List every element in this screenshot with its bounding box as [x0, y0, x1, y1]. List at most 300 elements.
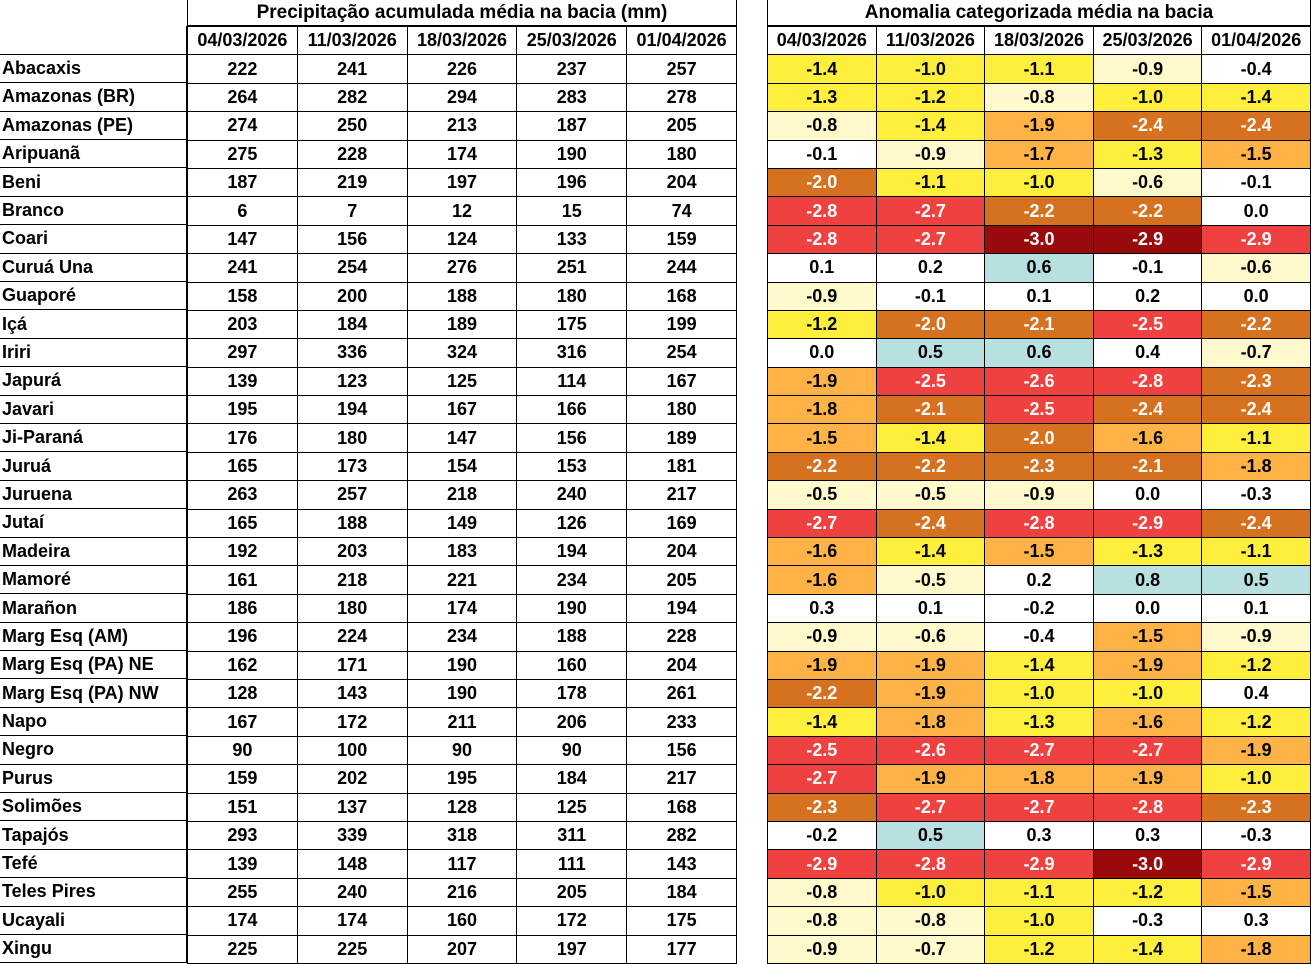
- anomaly-value: -1.1: [1202, 424, 1311, 452]
- anomaly-value: -1.0: [985, 907, 1094, 935]
- anomaly-value: -2.3: [1202, 367, 1311, 395]
- anomaly-value: -1.0: [876, 878, 985, 906]
- basin-name: Mamoré: [0, 565, 187, 593]
- anomaly-value: -1.4: [876, 112, 985, 140]
- anomaly-value: -1.1: [1202, 538, 1311, 566]
- precip-value: 169: [627, 509, 737, 537]
- precip-value: 176: [188, 424, 298, 452]
- precip-value: 222: [188, 55, 298, 83]
- precip-value: 7: [297, 197, 407, 225]
- precip-value: 261: [627, 679, 737, 707]
- basin-name: Marg Esq (AM): [0, 622, 187, 650]
- precip-value: 165: [188, 452, 298, 480]
- precip-value: 180: [297, 424, 407, 452]
- precip-value: 181: [627, 452, 737, 480]
- precip-value: 241: [188, 254, 298, 282]
- table-row: [0, 707, 187, 735]
- basin-name: Amazonas (BR): [0, 83, 187, 111]
- table-row: [768, 651, 1311, 679]
- table-row: [768, 83, 1311, 111]
- anomaly-value: -0.9: [876, 140, 985, 168]
- precip-value: 165: [188, 509, 298, 537]
- precip-value: 175: [627, 907, 737, 935]
- table-row: [0, 565, 187, 593]
- precip-value: 213: [407, 112, 517, 140]
- anomaly-value: 0.6: [985, 339, 1094, 367]
- precip-value: 195: [407, 765, 517, 793]
- precip-value: 339: [297, 821, 407, 849]
- anomaly-value: -0.3: [1093, 907, 1202, 935]
- precip-value: 188: [517, 623, 627, 651]
- anomaly-value: -1.3: [1093, 538, 1202, 566]
- table-row: [0, 225, 187, 253]
- basin-name: Coari: [0, 225, 187, 253]
- basin-name: Madeira: [0, 537, 187, 565]
- anomaly-value: -1.0: [1093, 679, 1202, 707]
- anomaly-value: -1.5: [985, 538, 1094, 566]
- anomaly-value: -3.0: [985, 225, 1094, 253]
- anomaly-value: 0.2: [876, 254, 985, 282]
- precip-value: 336: [297, 339, 407, 367]
- basin-name: Curuá Una: [0, 253, 187, 281]
- precip-value: 166: [517, 396, 627, 424]
- precip-value: 90: [407, 736, 517, 764]
- basin-name: Içá: [0, 310, 187, 338]
- precip-value: 217: [627, 765, 737, 793]
- precip-value: 186: [188, 594, 298, 622]
- table-row: [768, 566, 1311, 594]
- precip-value: 189: [627, 424, 737, 452]
- anomaly-value: -1.9: [1093, 651, 1202, 679]
- anomaly-value: 0.0: [1202, 197, 1311, 225]
- precip-value: 139: [188, 850, 298, 878]
- precip-value: 194: [627, 594, 737, 622]
- precip-value: 224: [297, 623, 407, 651]
- date-header: 04/03/2026: [768, 27, 877, 55]
- anomaly-value: -0.1: [1093, 254, 1202, 282]
- anomaly-value: -2.5: [768, 736, 877, 764]
- table-row: [768, 254, 1311, 282]
- table-row: [0, 54, 187, 82]
- anomaly-value: -2.1: [1093, 452, 1202, 480]
- precip-table: [187, 26, 737, 964]
- table-row: [0, 537, 187, 565]
- anomaly-value: -1.0: [1202, 765, 1311, 793]
- precip-value: 12: [407, 197, 517, 225]
- precip-value: 211: [407, 708, 517, 736]
- table-row: [188, 396, 737, 424]
- table-row: [0, 679, 187, 707]
- anomaly-value: -2.2: [1202, 310, 1311, 338]
- anomaly-value: 0.5: [876, 821, 985, 849]
- precip-value: 168: [627, 793, 737, 821]
- precip-value: 275: [188, 140, 298, 168]
- precip-value: 148: [297, 850, 407, 878]
- table-row: [0, 594, 187, 622]
- table-row: [0, 622, 187, 650]
- precip-value: 282: [627, 821, 737, 849]
- precip-value: 324: [407, 339, 517, 367]
- anomaly-value: -0.5: [768, 481, 877, 509]
- table-row: [0, 282, 187, 310]
- anomaly-value: -0.9: [985, 481, 1094, 509]
- anomaly-value: -1.8: [1202, 935, 1311, 963]
- anomaly-value: -1.4: [1093, 935, 1202, 963]
- precip-value: 125: [407, 367, 517, 395]
- table-row: [768, 935, 1311, 963]
- table-row: [188, 310, 737, 338]
- precip-value: 205: [627, 566, 737, 594]
- anomaly-value: -1.9: [876, 651, 985, 679]
- precip-value: 250: [297, 112, 407, 140]
- anomaly-value: -0.1: [876, 282, 985, 310]
- table-row: [768, 197, 1311, 225]
- anomaly-table: [767, 26, 1311, 964]
- precip-value: 172: [297, 708, 407, 736]
- anomaly-value: -0.8: [768, 907, 877, 935]
- basin-name-column: [0, 26, 187, 963]
- anomaly-value: -2.8: [876, 850, 985, 878]
- anomaly-value: -2.2: [768, 679, 877, 707]
- anomaly-value: 0.3: [985, 821, 1094, 849]
- table-row: [768, 481, 1311, 509]
- anomaly-value: -0.5: [876, 566, 985, 594]
- table-row: [188, 168, 737, 196]
- anomaly-value: -2.6: [985, 367, 1094, 395]
- precip-value: 218: [297, 566, 407, 594]
- anomaly-value: 0.1: [1202, 594, 1311, 622]
- precip-value: 257: [627, 55, 737, 83]
- anomaly-value: -0.8: [876, 907, 985, 935]
- precip-value: 294: [407, 83, 517, 111]
- precip-value: 221: [407, 566, 517, 594]
- anomaly-value: -0.6: [1202, 254, 1311, 282]
- precip-value: 178: [517, 679, 627, 707]
- date-header: 11/03/2026: [876, 27, 985, 55]
- precip-value: 154: [407, 452, 517, 480]
- anomaly-value: -1.8: [985, 765, 1094, 793]
- precip-value: 194: [297, 396, 407, 424]
- precip-value: 158: [188, 282, 298, 310]
- anomaly-value: -2.9: [1093, 509, 1202, 537]
- anomaly-value: -0.9: [768, 282, 877, 310]
- anomaly-value: -0.9: [768, 935, 877, 963]
- anomaly-value: 0.0: [1093, 481, 1202, 509]
- precip-value: 190: [517, 140, 627, 168]
- anomaly-value: -2.2: [876, 452, 985, 480]
- anomaly-value: -2.7: [985, 736, 1094, 764]
- precip-value: 237: [517, 55, 627, 83]
- date-header: 01/04/2026: [1202, 27, 1311, 55]
- anomaly-value: -3.0: [1093, 850, 1202, 878]
- table-row: [0, 509, 187, 537]
- date-header: 01/04/2026: [627, 27, 737, 55]
- anomaly-value: -2.7: [876, 197, 985, 225]
- anomaly-value: 0.4: [1093, 339, 1202, 367]
- precip-value: 171: [297, 651, 407, 679]
- table-row: [768, 452, 1311, 480]
- table-row: [188, 367, 737, 395]
- basin-name: Negro: [0, 736, 187, 764]
- precip-value: 6: [188, 197, 298, 225]
- basin-name: Ji-Paraná: [0, 423, 187, 451]
- table-row: [768, 168, 1311, 196]
- basin-name: Ucayali: [0, 906, 187, 934]
- anomaly-value: -2.2: [1093, 197, 1202, 225]
- precip-value: 219: [297, 168, 407, 196]
- basin-name: Japurá: [0, 367, 187, 395]
- precip-value: 167: [188, 708, 298, 736]
- anomaly-value: -0.2: [768, 821, 877, 849]
- basin-name: Teles Pires: [0, 878, 187, 906]
- precip-value: 90: [188, 736, 298, 764]
- date-header: 25/03/2026: [517, 27, 627, 55]
- table-row: [768, 878, 1311, 906]
- precip-value: 162: [188, 651, 298, 679]
- precip-value: 187: [188, 168, 298, 196]
- table-row: [188, 850, 737, 878]
- anomaly-value: -0.3: [1202, 481, 1311, 509]
- table-row: [768, 367, 1311, 395]
- anomaly-value: -1.9: [1093, 765, 1202, 793]
- date-header: 25/03/2026: [1093, 27, 1202, 55]
- table-row: [0, 338, 187, 366]
- anomaly-value: -0.7: [876, 935, 985, 963]
- table-row: [768, 623, 1311, 651]
- precip-value: 156: [517, 424, 627, 452]
- precip-table-title: Precipitação acumulada média na bacia (mm): [187, 0, 737, 26]
- precip-value: 197: [517, 935, 627, 963]
- precip-value: 276: [407, 254, 517, 282]
- anomaly-value: -1.9: [876, 679, 985, 707]
- anomaly-value: -0.4: [985, 623, 1094, 651]
- anomaly-value: -0.9: [768, 623, 877, 651]
- anomaly-value: 0.8: [1093, 566, 1202, 594]
- anomaly-value: -1.1: [876, 168, 985, 196]
- basin-name: Tefé: [0, 849, 187, 877]
- date-header: 04/03/2026: [188, 27, 298, 55]
- precip-value: 153: [517, 452, 627, 480]
- table-row: [188, 424, 737, 452]
- anomaly-value: -1.9: [876, 765, 985, 793]
- anomaly-value: -2.5: [985, 396, 1094, 424]
- precip-value: 126: [517, 509, 627, 537]
- basin-name: Javari: [0, 395, 187, 423]
- table-row: [0, 906, 187, 934]
- corner-cell: [0, 26, 187, 54]
- anomaly-value: -1.6: [1093, 708, 1202, 736]
- precip-value: 156: [297, 225, 407, 253]
- table-row: [768, 594, 1311, 622]
- table-row: [768, 538, 1311, 566]
- precip-value: 172: [517, 907, 627, 935]
- anomaly-value: -1.8: [876, 708, 985, 736]
- precip-value: 159: [188, 765, 298, 793]
- precip-value: 139: [188, 367, 298, 395]
- precip-value: 74: [627, 197, 737, 225]
- anomaly-value: -1.2: [985, 935, 1094, 963]
- precip-value: 167: [627, 367, 737, 395]
- precip-value: 187: [517, 112, 627, 140]
- table-row: [768, 140, 1311, 168]
- precip-value: 147: [188, 225, 298, 253]
- precip-value: 204: [627, 651, 737, 679]
- table-row: [188, 481, 737, 509]
- anomaly-value: -1.8: [1202, 452, 1311, 480]
- precip-value: 225: [297, 935, 407, 963]
- table-row: [188, 538, 737, 566]
- precip-value: 195: [188, 396, 298, 424]
- anomaly-value: -2.9: [1202, 850, 1311, 878]
- basin-name: Beni: [0, 168, 187, 196]
- anomaly-value: -1.6: [768, 566, 877, 594]
- anomaly-value: -1.9: [985, 112, 1094, 140]
- table-row: [0, 878, 187, 906]
- anomaly-value: -2.8: [1093, 793, 1202, 821]
- table-row: [0, 310, 187, 338]
- anomaly-value: -2.9: [768, 850, 877, 878]
- basin-name: Napo: [0, 707, 187, 735]
- precip-value: 90: [517, 736, 627, 764]
- anomaly-value: -1.3: [1093, 140, 1202, 168]
- table-row: [768, 708, 1311, 736]
- anomaly-value: 0.1: [985, 282, 1094, 310]
- table-row: [768, 225, 1311, 253]
- precip-value: 128: [188, 679, 298, 707]
- table-row: [188, 509, 737, 537]
- precip-value: 180: [627, 396, 737, 424]
- table-row: [0, 935, 187, 963]
- date-header: 18/03/2026: [407, 27, 517, 55]
- precip-value: 143: [297, 679, 407, 707]
- table-row: [188, 339, 737, 367]
- anomaly-value: -2.1: [985, 310, 1094, 338]
- table-row: [768, 55, 1311, 83]
- table-row: [768, 112, 1311, 140]
- date-header: 11/03/2026: [297, 27, 407, 55]
- anomaly-value: -1.4: [1202, 83, 1311, 111]
- anomaly-value: -1.9: [768, 651, 877, 679]
- anomaly-value: -1.6: [1093, 424, 1202, 452]
- precip-value: 282: [297, 83, 407, 111]
- precip-value: 254: [297, 254, 407, 282]
- precip-value: 111: [517, 850, 627, 878]
- anomaly-value: -2.7: [876, 793, 985, 821]
- precip-value: 316: [517, 339, 627, 367]
- table-row: [188, 651, 737, 679]
- anomaly-value: -1.4: [985, 651, 1094, 679]
- precip-value: 184: [517, 765, 627, 793]
- table-row: [188, 282, 737, 310]
- anomaly-value: -2.9: [1093, 225, 1202, 253]
- precip-value: 206: [517, 708, 627, 736]
- table-row: [188, 935, 737, 963]
- precip-value: 137: [297, 793, 407, 821]
- basin-name: Iriri: [0, 338, 187, 366]
- basin-name: Purus: [0, 764, 187, 792]
- anomaly-value: -0.6: [876, 623, 985, 651]
- precip-value: 160: [517, 651, 627, 679]
- precip-value: 174: [407, 140, 517, 168]
- precip-value: 161: [188, 566, 298, 594]
- precip-value: 217: [627, 481, 737, 509]
- precip-value: 257: [297, 481, 407, 509]
- precip-value: 240: [297, 878, 407, 906]
- anomaly-value: -1.6: [768, 538, 877, 566]
- table-row: [188, 821, 737, 849]
- precip-value: 244: [627, 254, 737, 282]
- anomaly-value: -0.9: [1202, 623, 1311, 651]
- anomaly-value: -2.0: [768, 168, 877, 196]
- precip-value: 228: [297, 140, 407, 168]
- table-row: [768, 339, 1311, 367]
- precip-value: 174: [188, 907, 298, 935]
- anomaly-value: -2.4: [1202, 112, 1311, 140]
- precip-value: 293: [188, 821, 298, 849]
- precip-value: 216: [407, 878, 517, 906]
- anomaly-value: -0.1: [1202, 168, 1311, 196]
- precip-value: 251: [517, 254, 627, 282]
- anomaly-value: -1.0: [985, 168, 1094, 196]
- basin-name: Marg Esq (PA) NE: [0, 651, 187, 679]
- table-row: [768, 793, 1311, 821]
- precip-value: 125: [517, 793, 627, 821]
- anomaly-value: -2.8: [768, 225, 877, 253]
- anomaly-value: -1.4: [768, 55, 877, 83]
- precip-value: 228: [627, 623, 737, 651]
- table-row: [0, 140, 187, 168]
- anomaly-value: -2.6: [876, 736, 985, 764]
- table-row: [0, 395, 187, 423]
- anom-header-row: [768, 27, 1311, 55]
- anomaly-value: -1.3: [985, 708, 1094, 736]
- anomaly-value: -1.4: [876, 424, 985, 452]
- anomaly-value: -2.2: [985, 197, 1094, 225]
- precip-value: 183: [407, 538, 517, 566]
- anomaly-value: -1.0: [876, 55, 985, 83]
- date-header: 18/03/2026: [985, 27, 1094, 55]
- anomaly-value: 0.6: [985, 254, 1094, 282]
- table-row: [0, 168, 187, 196]
- basin-name: Juruena: [0, 480, 187, 508]
- precip-value: 233: [627, 708, 737, 736]
- precip-value: 203: [188, 310, 298, 338]
- table-row: [0, 253, 187, 281]
- anomaly-value: -0.9: [1093, 55, 1202, 83]
- precip-value: 147: [407, 424, 517, 452]
- table-row: [0, 83, 187, 111]
- table-row: [768, 736, 1311, 764]
- table-row: [0, 764, 187, 792]
- anomaly-value: 0.5: [1202, 566, 1311, 594]
- precip-value: 204: [627, 538, 737, 566]
- anomaly-value: -2.0: [985, 424, 1094, 452]
- precip-value: 202: [297, 765, 407, 793]
- precip-value: 100: [297, 736, 407, 764]
- basin-name: Jutaí: [0, 509, 187, 537]
- anomaly-value: 0.1: [768, 254, 877, 282]
- precip-value: 200: [297, 282, 407, 310]
- table-row: [0, 111, 187, 139]
- anomaly-value: -1.0: [985, 679, 1094, 707]
- anomaly-value: -0.4: [1202, 55, 1311, 83]
- anomaly-value: -2.4: [1202, 396, 1311, 424]
- precip-header-row: [188, 27, 737, 55]
- precip-value: 159: [627, 225, 737, 253]
- basin-name: Marg Esq (PA) NW: [0, 679, 187, 707]
- precip-value: 196: [517, 168, 627, 196]
- precip-value: 318: [407, 821, 517, 849]
